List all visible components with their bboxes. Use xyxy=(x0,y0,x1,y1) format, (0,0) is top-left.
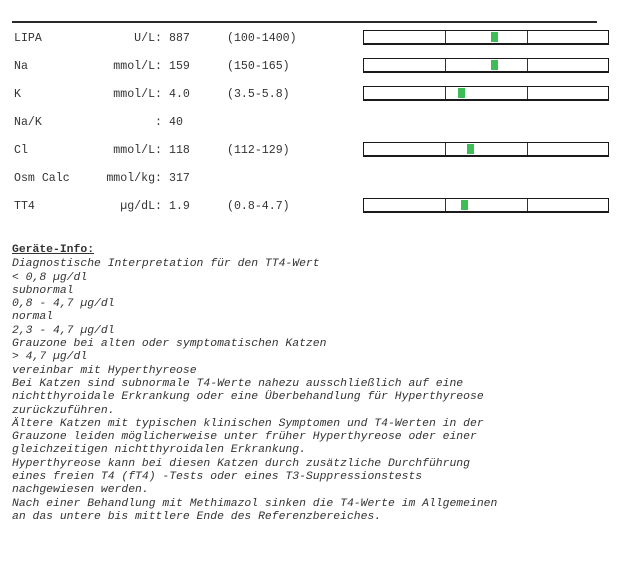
info-line: subnormal xyxy=(12,284,74,297)
range-divider xyxy=(527,59,528,71)
result-name: Na/K xyxy=(14,116,42,129)
reference-range-bar xyxy=(363,142,609,157)
result-range: (3.5-5.8) xyxy=(227,88,290,101)
header-rule xyxy=(12,21,597,23)
range-divider xyxy=(527,199,528,211)
info-line: Grauzone bei alten oder symptomatischen Katzen xyxy=(12,338,327,351)
result-value: 4.0 xyxy=(169,88,190,101)
result-unit: mmol/L: xyxy=(113,88,162,101)
result-value: 887 xyxy=(169,32,190,45)
result-value: 317 xyxy=(169,172,190,185)
result-row-tt4 xyxy=(14,198,604,216)
result-row-cl xyxy=(14,142,604,160)
result-unit: mmol/L: xyxy=(113,144,162,157)
info-line: an das untere bis mittlere Ende des Referenzbereiches. xyxy=(12,510,382,523)
value-marker xyxy=(458,88,465,98)
result-name: K xyxy=(14,88,21,101)
range-divider xyxy=(527,31,528,43)
result-row-na xyxy=(14,58,604,76)
info-line: Bei Katzen sind subnormale T4-Werte nahezu ausschließlich auf eine xyxy=(12,377,464,390)
range-divider xyxy=(445,87,446,99)
value-marker xyxy=(491,60,498,70)
result-range: (100-1400) xyxy=(227,32,297,45)
result-value: 159 xyxy=(169,60,190,73)
result-range: (150-165) xyxy=(227,60,290,73)
info-line: zurückzuführen. xyxy=(12,404,115,417)
result-row-lipa xyxy=(14,30,604,48)
info-line: Grauzone leiden möglicherweise unter früher Hyperthyreose oder einer xyxy=(12,431,477,444)
value-marker xyxy=(461,200,468,210)
info-line: 0,8 - 4,7 µg/dl xyxy=(12,298,115,311)
info-line: Diagnostische Interpretation für den TT4-Wert xyxy=(12,258,320,271)
info-line: nichtthyroidale Erkrankung oder eine Überbehandlung für Hyperthyreose xyxy=(12,391,484,404)
result-range: (0.8-4.7) xyxy=(227,200,290,213)
result-row-k xyxy=(14,86,604,104)
range-divider xyxy=(527,87,528,99)
reference-range-bar xyxy=(363,30,609,45)
device-info-text xyxy=(12,258,602,524)
result-name: Osm Calc xyxy=(14,172,70,185)
info-line: nachgewiesen werden. xyxy=(12,484,149,497)
result-name: TT4 xyxy=(14,200,35,213)
result-row-na-k xyxy=(14,114,604,132)
info-line: eines freien T4 (fT4) -Tests oder eines T3-Suppressionstests xyxy=(12,471,423,484)
result-range: (112-129) xyxy=(227,144,290,157)
result-name: LIPA xyxy=(14,32,42,45)
info-line: 2,3 - 4,7 µg/dl xyxy=(12,324,115,337)
result-name: Cl xyxy=(14,144,28,157)
info-line: normal xyxy=(12,311,54,324)
device-info-title: Geräte-Info: xyxy=(12,244,95,256)
info-line: vereinbar mit Hyperthyreose xyxy=(12,364,197,377)
result-unit: µg/dL: xyxy=(120,200,162,213)
range-divider xyxy=(527,143,528,155)
info-line: gleichzeitigen nichtthyroidalen Erkrankung. xyxy=(12,444,306,457)
result-unit: U/L: xyxy=(134,32,162,45)
info-line: > 4,7 µg/dl xyxy=(12,351,88,364)
result-name: Na xyxy=(14,60,28,73)
reference-range-bar xyxy=(363,86,609,101)
range-divider xyxy=(445,59,446,71)
info-line: Nach einer Behandlung mit Methimazol sinken die T4-Werte im Allgemeinen xyxy=(12,497,498,510)
result-value: 1.9 xyxy=(169,200,190,213)
result-unit: mmol/L: xyxy=(113,60,162,73)
range-divider xyxy=(445,199,446,211)
reference-range-bar xyxy=(363,58,609,73)
result-value: 118 xyxy=(169,144,190,157)
value-marker xyxy=(491,32,498,42)
result-unit: mmol/kg: xyxy=(106,172,162,185)
info-line: Hyperthyreose kann bei diesen Katzen durch zusätzliche Durchführung xyxy=(12,457,470,470)
result-row-osm-calc xyxy=(14,170,604,188)
info-line: Ältere Katzen mit typischen klinischen Symptomen und T4-Werten in der xyxy=(12,417,484,430)
range-divider xyxy=(445,143,446,155)
result-value: 40 xyxy=(169,116,183,129)
info-line: < 0,8 µg/dl xyxy=(12,271,88,284)
range-divider xyxy=(445,31,446,43)
reference-range-bar xyxy=(363,198,609,213)
value-marker xyxy=(467,144,474,154)
device-info xyxy=(12,244,602,524)
result-unit: : xyxy=(155,116,162,129)
